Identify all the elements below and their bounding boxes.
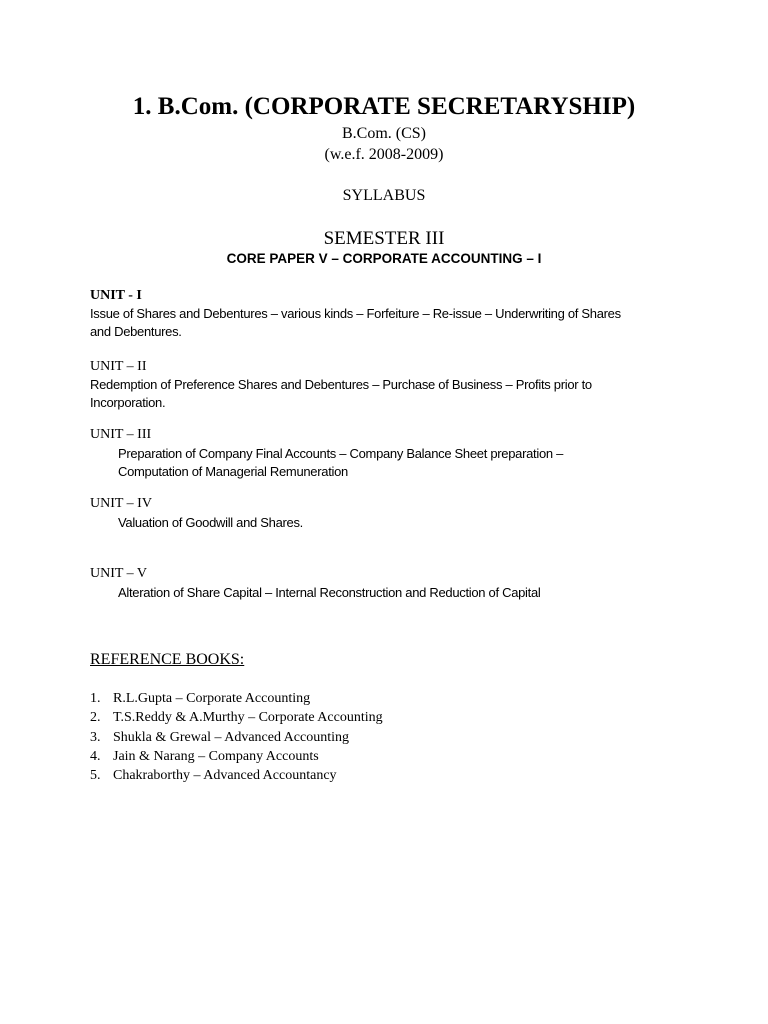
reference-list: [90, 689, 383, 785]
unit-3-heading: UNIT – III: [90, 427, 152, 442]
unit-1-line-2: and Debentures.: [90, 324, 182, 339]
unit-4-heading: UNIT – IV: [90, 496, 152, 511]
reference-text: Shukla & Grewal – Advanced Accounting: [113, 729, 350, 745]
syllabus-heading: SYLLABUS: [342, 187, 426, 204]
list-number: 2.: [90, 710, 101, 726]
document-title: 1. B.Com. (CORPORATE SECRETARYSHIP): [132, 93, 636, 120]
list-item: [90, 689, 383, 708]
course-subtitle: B.Com. (CS): [341, 125, 426, 142]
unit-2-line-1: Redemption of Preference Shares and Debentures – Purchase of Business – Profits prior to: [90, 377, 592, 392]
reference-text: Chakraborthy – Advanced Accountancy: [113, 768, 337, 784]
unit-3-line-1: Preparation of Company Final Accounts – Company Balance Sheet preparation –: [118, 446, 564, 461]
unit-1-line-1: Issue of Shares and Debentures – various kinds – Forfeiture – Re-issue – Underwriting of Shares: [90, 306, 621, 321]
reference-text: R.L.Gupta – Corporate Accounting: [113, 691, 311, 706]
unit-5-heading: UNIT – V: [90, 566, 148, 581]
semester-heading: SEMESTER III: [323, 228, 445, 249]
unit-5-line-1: Alteration of Share Capital – Internal Reconstruction and Reduction of Capital: [118, 585, 541, 600]
list-item: [90, 766, 383, 785]
reference-books-heading: REFERENCE BOOKS:: [90, 651, 245, 668]
list-number: 4.: [90, 748, 101, 764]
paper-title: CORE PAPER V – CORPORATE ACCOUNTING – I: [226, 251, 542, 266]
list-item: [90, 728, 383, 747]
reference-text: T.S.Reddy & A.Murthy – Corporate Accounting: [113, 710, 383, 726]
list-item: [90, 747, 383, 766]
reference-text: Jain & Narang – Company Accounts: [113, 748, 319, 764]
unit-1-heading: UNIT - I: [90, 288, 142, 303]
unit-2-heading: UNIT – II: [90, 359, 147, 374]
unit-3-line-2: Computation of Managerial Remuneration: [118, 464, 348, 479]
unit-2-line-2: Incorporation.: [90, 395, 166, 410]
list-number: 3.: [90, 729, 101, 745]
list-number: 5.: [90, 768, 101, 784]
unit-4-line-1: Valuation of Goodwill and Shares.: [118, 515, 303, 530]
effective-year: (w.e.f. 2008-2009): [324, 146, 444, 163]
list-number: 1.: [90, 691, 101, 706]
list-item: [90, 708, 383, 727]
